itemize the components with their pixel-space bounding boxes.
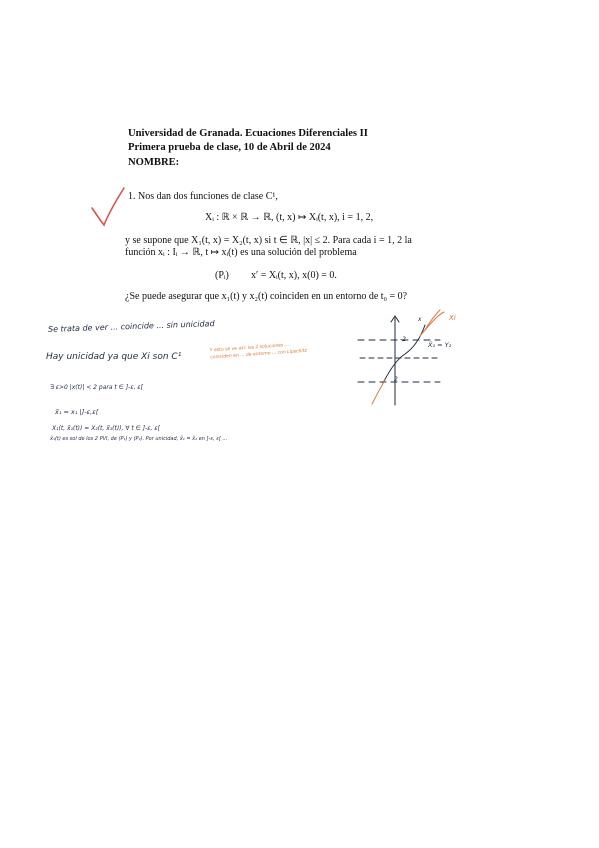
header-test-date: Primera prueba de clase, 10 de Abril de 2024 (128, 141, 331, 153)
problem-condition: y se supone que X₁(t, x) = X₂(t, x) si t ∈ ℝ, |x| ≤ 2. Para cada i = 1, 2 la (125, 235, 412, 246)
handwritten-line-5: X₁(t, x̃₁(t)) = X₂(t, x̃₁(t)), ∀ t ∈ ]-ε, ε[ (52, 425, 160, 432)
handwritten-line-4: x̃₁ = x₁ |]-ε,ε[ (55, 408, 99, 416)
graph-x2-branch (425, 310, 440, 330)
problem-question: ¿Se puede asegurar que x₁(t) y x₂(t) coinciden en un entorno de t₀ = 0? (125, 291, 408, 302)
header-name-label: NOMBRE: (128, 157, 180, 168)
handwritten-note-2: Hay unicidad ya que Xi son C¹ (46, 352, 182, 362)
problem-ivp: x′ = Xᵢ(t, x), x(0) = 0. (251, 270, 337, 281)
graph-label-2: 2 (394, 376, 398, 383)
graph-label-minus-2: -2 (400, 336, 406, 343)
graph-x1-branch (420, 312, 444, 336)
graph-lower-branch (372, 380, 385, 404)
handwritten-line-6: x̃₁(t) es sol de los 2 PVI, de (P₁) y (P₂). Por unicidad, x̃₁ = x̃₂ en ]-ε, ε[ ... (50, 436, 228, 442)
graph-label-x1x2: X̃₁ = Y₂ (428, 341, 452, 349)
handwritten-orange-note: Y esto se ve así: las 2 soluciones ... coinciden en ... de entorno ... con Lipschitz (209, 342, 308, 361)
graph-label-xi: Xi (449, 314, 456, 322)
problem-intro: 1. Nos dan dos funciones de clase C¹, (128, 191, 278, 202)
problem-function-def: Xᵢ : ℝ × ℝ → ℝ, (t, x) ↦ Xᵢ(t, x), i = 1, 2, (205, 212, 374, 223)
problem-condition-2: función xᵢ : Iᵢ → ℝ, t ↦ xᵢ(t) es una solución del problema (125, 247, 357, 258)
header-university: Universidad de Granada. Ecuaciones Diferenciales II (128, 128, 368, 139)
graph-common-curve (383, 325, 425, 383)
handwritten-note-1: Se trata de ver ... coincide ... sin unicidad (47, 319, 215, 334)
graph-label-x: x (418, 316, 422, 323)
problem-pi-label: (Pᵢ) (215, 270, 229, 281)
handwritten-line-3: ∃ ε>0 |x(t)| < 2 para t ∈ ]-ε, ε[ (50, 384, 143, 391)
